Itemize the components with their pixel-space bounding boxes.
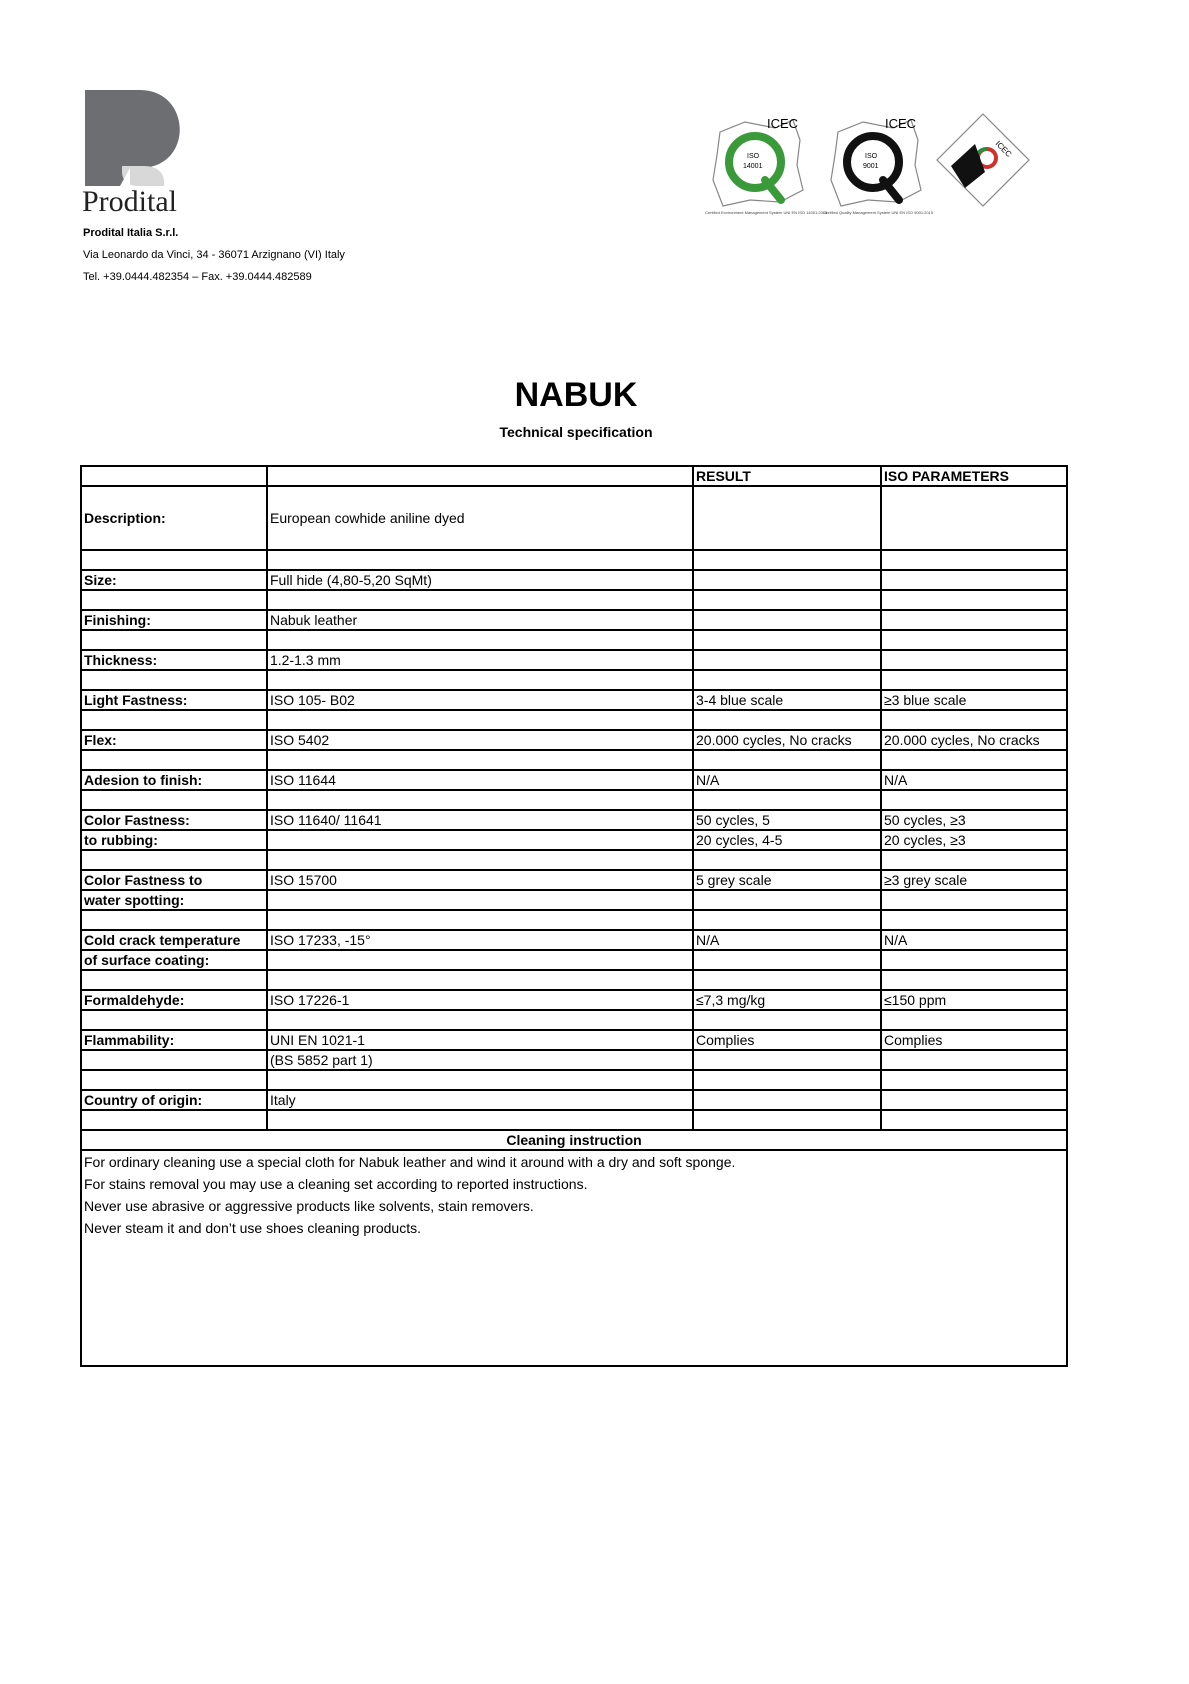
- table-row: [81, 690, 1067, 710]
- result-cell: [693, 1050, 881, 1070]
- method-cell: [267, 630, 693, 650]
- result-cell: [693, 890, 881, 910]
- property-cell: Adesion to finish:: [81, 770, 267, 790]
- property-cell: [81, 850, 267, 870]
- method-cell: ISO 11640/ 11641: [267, 810, 693, 830]
- property-cell: water spotting:: [81, 890, 267, 910]
- svg-text:Prodital: Prodital: [82, 185, 177, 218]
- result-cell: 50 cycles, 5: [693, 810, 881, 830]
- result-cell: 3-4 blue scale: [693, 690, 881, 710]
- property-cell: [81, 590, 267, 610]
- iso-parameter-cell: [881, 950, 1067, 970]
- method-cell: [267, 750, 693, 770]
- header-cell: [267, 466, 693, 486]
- prodital-logo: [82, 88, 282, 218]
- method-cell: ISO 11644: [267, 770, 693, 790]
- result-cell: [693, 630, 881, 650]
- property-cell: Color Fastness:: [81, 810, 267, 830]
- iso-parameter-cell: [881, 610, 1067, 630]
- table-row: [81, 890, 1067, 910]
- table-row: [81, 1010, 1067, 1030]
- company-name: Prodital Italia S.r.l.: [83, 227, 179, 239]
- iso-14001-seal: [705, 116, 828, 215]
- table-row: [81, 1110, 1067, 1130]
- table-row: [81, 870, 1067, 890]
- result-cell: [693, 1090, 881, 1110]
- method-cell: [267, 550, 693, 570]
- property-cell: Cold crack temperature: [81, 930, 267, 950]
- iso-parameter-cell: [881, 486, 1067, 550]
- iso-parameter-cell: [881, 1070, 1067, 1090]
- header-cell: [81, 466, 267, 486]
- result-cell: [693, 910, 881, 930]
- property-cell: Color Fastness to: [81, 870, 267, 890]
- table-row: [81, 950, 1067, 970]
- result-cell: [693, 486, 881, 550]
- property-cell: [81, 790, 267, 810]
- header-cell-result: RESULT: [693, 466, 881, 486]
- table-row: [81, 770, 1067, 790]
- method-cell: [267, 890, 693, 910]
- svg-text:9001: 9001: [863, 163, 879, 170]
- method-cell: [267, 790, 693, 810]
- method-cell: [267, 1070, 693, 1090]
- result-cell: [693, 1110, 881, 1130]
- svg-text:ISO: ISO: [865, 153, 878, 160]
- svg-text:14001: 14001: [743, 163, 763, 170]
- result-cell: [693, 750, 881, 770]
- iso-parameter-cell: [881, 670, 1067, 690]
- table-row: [81, 750, 1067, 770]
- method-cell: Nabuk leather: [267, 610, 693, 630]
- method-cell: [267, 1010, 693, 1030]
- table-row: [81, 930, 1067, 950]
- iso-parameter-cell: 20.000 cycles, No cracks: [881, 730, 1067, 750]
- method-cell: [267, 1110, 693, 1130]
- result-cell: [693, 650, 881, 670]
- table-row: [81, 810, 1067, 830]
- cleaning-line: For stains removal you may use a cleaning set according to reported instructions.: [84, 1176, 588, 1192]
- table-row: [81, 610, 1067, 630]
- iso-parameter-cell: [881, 590, 1067, 610]
- svg-text:ICEC: ICEC: [885, 116, 917, 131]
- result-cell: 5 grey scale: [693, 870, 881, 890]
- property-cell: [81, 750, 267, 770]
- svg-text:Certified Quality Management S: Certified Quality Management System UNI EN ISO 9001:2015: [823, 210, 934, 215]
- table-header-row: [81, 466, 1067, 486]
- property-cell: Thickness:: [81, 650, 267, 670]
- table-row: [81, 850, 1067, 870]
- result-cell: [693, 570, 881, 590]
- iso-parameter-cell: 50 cycles, ≥3: [881, 810, 1067, 830]
- result-cell: Complies: [693, 1030, 881, 1050]
- leather-italy-seal: [937, 114, 1029, 206]
- method-cell: [267, 830, 693, 850]
- cleaning-instructions: [81, 1150, 1067, 1366]
- cleaning-title: Cleaning instruction: [81, 1130, 1067, 1150]
- result-cell: [693, 710, 881, 730]
- table-row: [81, 590, 1067, 610]
- method-cell: [267, 970, 693, 990]
- iso-parameter-cell: ≥3 grey scale: [881, 870, 1067, 890]
- method-cell: [267, 850, 693, 870]
- company-address: Via Leonardo da Vinci, 34 - 36071 Arzignano (VI) Italy: [83, 249, 345, 261]
- svg-text:Certified Environment Manageme: Certified Environment Management System UNI EN ISO 14001:2015: [705, 210, 828, 215]
- table-row: [81, 1050, 1067, 1070]
- method-cell: [267, 910, 693, 930]
- iso-parameter-cell: [881, 630, 1067, 650]
- spec-table: [80, 465, 1068, 1367]
- iso-parameter-cell: [881, 1110, 1067, 1130]
- method-cell: ISO 17233, -15°: [267, 930, 693, 950]
- property-cell: Country of origin:: [81, 1090, 267, 1110]
- table-row: [81, 710, 1067, 730]
- property-cell: Description:: [81, 486, 267, 550]
- property-cell: [81, 1050, 267, 1070]
- iso-parameter-cell: [881, 550, 1067, 570]
- iso-parameter-cell: [881, 710, 1067, 730]
- certification-seals: [705, 110, 1030, 230]
- property-cell: [81, 710, 267, 730]
- result-cell: [693, 790, 881, 810]
- cleaning-line: For ordinary cleaning use a special cloth for Nabuk leather and wind it around with a dry and soft sponge.: [84, 1154, 736, 1170]
- iso-parameter-cell: [881, 750, 1067, 770]
- iso-parameter-cell: [881, 970, 1067, 990]
- header-cell-iso-parameters: ISO PARAMETERS: [881, 466, 1067, 486]
- svg-text:ICEC: ICEC: [767, 116, 799, 131]
- cleaning-line: Never steam it and don’t use shoes cleaning products.: [84, 1220, 421, 1236]
- table-row: [81, 630, 1067, 650]
- table-row: [81, 570, 1067, 590]
- result-cell: [693, 610, 881, 630]
- property-cell: [81, 550, 267, 570]
- method-cell: Italy: [267, 1090, 693, 1110]
- table-row: [81, 830, 1067, 850]
- property-cell: Formaldehyde:: [81, 990, 267, 1010]
- table-row: [81, 550, 1067, 570]
- property-cell: [81, 1110, 267, 1130]
- iso-9001-seal: [823, 116, 934, 215]
- iso-parameter-cell: [881, 790, 1067, 810]
- table-row: [81, 730, 1067, 750]
- result-cell: N/A: [693, 770, 881, 790]
- property-cell: [81, 670, 267, 690]
- result-cell: 20.000 cycles, No cracks: [693, 730, 881, 750]
- method-cell: ISO 105- B02: [267, 690, 693, 710]
- method-cell: [267, 710, 693, 730]
- result-cell: [693, 1070, 881, 1090]
- iso-parameter-cell: [881, 1010, 1067, 1030]
- iso-parameter-cell: ≥3 blue scale: [881, 690, 1067, 710]
- property-cell: Size:: [81, 570, 267, 590]
- iso-parameter-cell: [881, 1090, 1067, 1110]
- iso-parameter-cell: N/A: [881, 770, 1067, 790]
- table-row: [81, 486, 1067, 550]
- iso-parameter-cell: [881, 910, 1067, 930]
- svg-text:ICEC: ICEC: [993, 139, 1014, 159]
- property-cell: Flex:: [81, 730, 267, 750]
- table-row: [81, 1090, 1067, 1110]
- property-cell: [81, 910, 267, 930]
- table-row: [81, 1030, 1067, 1050]
- iso-parameter-cell: [881, 890, 1067, 910]
- method-cell: [267, 950, 693, 970]
- iso-parameter-cell: N/A: [881, 930, 1067, 950]
- method-cell: 1.2-1.3 mm: [267, 650, 693, 670]
- cleaning-body-row: [81, 1150, 1067, 1366]
- result-cell: [693, 590, 881, 610]
- svg-text:ISO: ISO: [747, 153, 760, 160]
- method-cell: European cowhide aniline dyed: [267, 486, 693, 550]
- document-subtitle: Technical specification: [499, 424, 653, 440]
- property-cell: [81, 1070, 267, 1090]
- document-title: NABUK: [514, 376, 638, 414]
- property-cell: to rubbing:: [81, 830, 267, 850]
- table-row: [81, 970, 1067, 990]
- result-cell: [693, 970, 881, 990]
- result-cell: N/A: [693, 930, 881, 950]
- result-cell: [693, 850, 881, 870]
- table-row: [81, 1070, 1067, 1090]
- method-cell: [267, 670, 693, 690]
- method-cell: ISO 5402: [267, 730, 693, 750]
- company-info: [83, 222, 345, 288]
- property-cell: Finishing:: [81, 610, 267, 630]
- table-row: [81, 790, 1067, 810]
- result-cell: [693, 1010, 881, 1030]
- iso-parameter-cell: 20 cycles, ≥3: [881, 830, 1067, 850]
- cleaning-title-row: [81, 1130, 1067, 1150]
- property-cell: [81, 630, 267, 650]
- table-row: [81, 990, 1067, 1010]
- property-cell: [81, 970, 267, 990]
- property-cell: Light Fastness:: [81, 690, 267, 710]
- iso-parameter-cell: [881, 1050, 1067, 1070]
- result-cell: [693, 670, 881, 690]
- certification-logos: [705, 110, 1030, 230]
- property-cell: Flammability:: [81, 1030, 267, 1050]
- property-cell: of surface coating:: [81, 950, 267, 970]
- iso-parameter-cell: [881, 570, 1067, 590]
- prodital-logo-mark: [82, 88, 282, 218]
- method-cell: [267, 590, 693, 610]
- table-row: [81, 670, 1067, 690]
- method-cell: UNI EN 1021-1: [267, 1030, 693, 1050]
- table-row: [81, 650, 1067, 670]
- iso-parameter-cell: [881, 650, 1067, 670]
- iso-parameter-cell: Complies: [881, 1030, 1067, 1050]
- method-cell: ISO 15700: [267, 870, 693, 890]
- property-cell: [81, 1010, 267, 1030]
- result-cell: [693, 550, 881, 570]
- cleaning-line: Never use abrasive or aggressive products like solvents, stain removers.: [84, 1198, 534, 1214]
- result-cell: ≤7,3 mg/kg: [693, 990, 881, 1010]
- method-cell: Full hide (4,80-5,20 SqMt): [267, 570, 693, 590]
- iso-parameter-cell: [881, 850, 1067, 870]
- result-cell: 20 cycles, 4-5: [693, 830, 881, 850]
- method-cell: ISO 17226-1: [267, 990, 693, 1010]
- company-contacts: Tel. +39.0444.482354 – Fax. +39.0444.482589: [83, 271, 312, 283]
- table-row: [81, 910, 1067, 930]
- result-cell: [693, 950, 881, 970]
- iso-parameter-cell: ≤150 ppm: [881, 990, 1067, 1010]
- method-cell: (BS 5852 part 1): [267, 1050, 693, 1070]
